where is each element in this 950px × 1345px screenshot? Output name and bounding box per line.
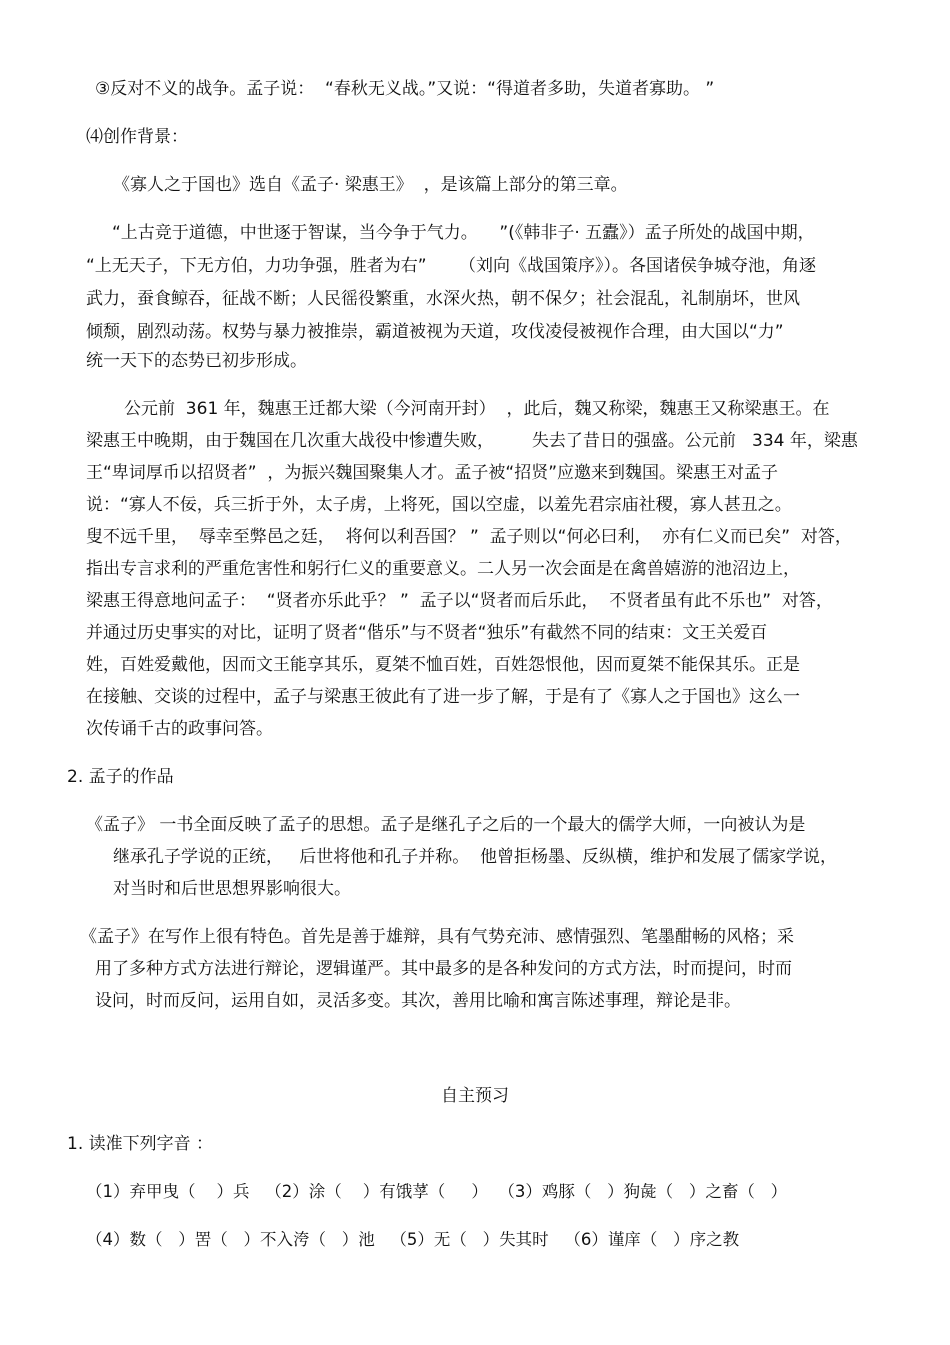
point-3-line: ③反对不义的战争。孟子说： “春秋无义战。”又说：“得道者多助，失道者寡助。 ” <box>95 79 715 99</box>
works-para2-line: 用了多种方式方法进行辩论，逻辑谨严。其中最多的是各种发问的方式方法，时而提问，时而 <box>95 959 792 979</box>
question-1-row: （1）弃甲曳（ ）兵 （2）涂（ ）有饿莩（ ） （3）鸡豚（ ）狗彘（ ）之畜（ ） <box>86 1182 788 1201</box>
section-2-heading: 2. 孟子的作品 <box>67 767 174 787</box>
background-para2-line: 梁惠王得意地问孟子： “贤者亦乐此乎？ ” 孟子以“贤者而后乐此， 不贤者虽有此不乐也” 对答， <box>86 591 833 611</box>
background-para1-line: 统一天下的态势已初步形成。 <box>86 351 307 371</box>
question-1-heading: 1. 读准下列字音 ： <box>67 1134 214 1154</box>
background-para2-line: 公元前 361 年，魏惠王迁都大梁（今河南开封） ，此后，魏又称梁，魏惠王又称梁惠王。在 <box>124 399 830 419</box>
background-intro: 《寡人之于国也》选自《孟子· 梁惠王》 ，是该篇上部分的第三章。 <box>113 175 628 195</box>
background-para2-line: 姓，百姓爱戴他，因而文王能享其乐，夏桀不恤百姓，百姓怨恨他，因而夏桀不能保其乐。正是 <box>86 655 800 675</box>
background-para1-line: “上无天子，下无方伯，力功争强，胜者为右” （刘向《战国策序》）。各国诸侯争城夺池，角逐 <box>86 256 817 276</box>
works-para2-line: 《孟子》在写作上很有特色。首先是善于雄辩，具有气势充沛、感情强烈、笔墨酣畅的风格；采 <box>80 927 794 947</box>
works-para1-line: 对当时和后世思想界影响很大。 <box>113 879 351 899</box>
background-para2-line: 在接触、交谈的过程中，孟子与梁惠王彼此有了进一步了解，于是有了《寡人之于国也》这么一 <box>86 687 800 707</box>
background-para2-line: 次传诵千古的政事问答。 <box>86 719 273 739</box>
background-para2-line: 指出专言求利的严重危害性和躬行仁义的重要意义。二人另一次会面是在禽兽嬉游的池沼边上， <box>86 559 800 579</box>
background-para2-line: 并通过历史事实的对比，证明了贤者“偕乐”与不贤者“独乐”有截然不同的结束：文王关爱百 <box>86 623 768 643</box>
background-para2-line: 说：“寡人不佞，兵三折于外，太子虏，上将死，国以空虚，以羞先君宗庙社稷，寡人甚丑之。 <box>86 495 792 515</box>
works-para1-line: 《孟子》 一书全面反映了孟子的思想。孟子是继孔子之后的一个最大的儒学大师，一向被认为是 <box>86 815 806 835</box>
works-para2-line: 设问，时而反问，运用自如，灵活多变。其次，善用比喻和寓言陈述事理，辩论是非。 <box>95 991 741 1011</box>
background-para2-line: 王“卑词厚币以招贤者” ，为振兴魏国聚集人才。孟子被“招贤”应邀来到魏国。梁惠王对孟子 <box>86 463 779 483</box>
background-para2-line: 梁惠王中晚期，由于魏国在几次重大战役中惨遭失败， 失去了昔日的强盛。公元前 334 年，梁惠 <box>86 431 858 451</box>
background-para1-line: “上古竞于道德，中世逐于智谋，当今争于气力。 ”(《韩非子· 五蠹》）孟子所处的战国中期， <box>112 223 815 243</box>
preview-title: 自主预习 <box>441 1086 509 1106</box>
question-1-row: （4）数（ ）罟（ ）不入洿（ ）池 （5）无（ ）失其时 （6）谨庠（ ）序之教 <box>86 1230 740 1249</box>
background-para1-line: 武力，蚕食鲸吞，征战不断；人民徭役繁重，水深火热，朝不保夕；社会混乱，礼制崩坏，世风 <box>86 289 800 309</box>
works-para1-line: 继承孔子学说的正统， 后世将他和孔子并称。 他曾拒杨墨、反纵横，维护和发展了儒家学说， <box>113 847 838 867</box>
point-4-heading: ⑷创作背景： <box>86 127 188 147</box>
background-para2-line: 叟不远千里， 辱幸至弊邑之廷， 将何以利吾国？ ” 孟子则以“何必曰利， 亦有仁义而已矣” 对答， <box>86 527 852 547</box>
background-para1-line: 倾颓，剧烈动荡。权势与暴力被推崇，霸道被视为天道，攻伐凌侵被视作合理，由大国以“力” <box>86 322 784 342</box>
